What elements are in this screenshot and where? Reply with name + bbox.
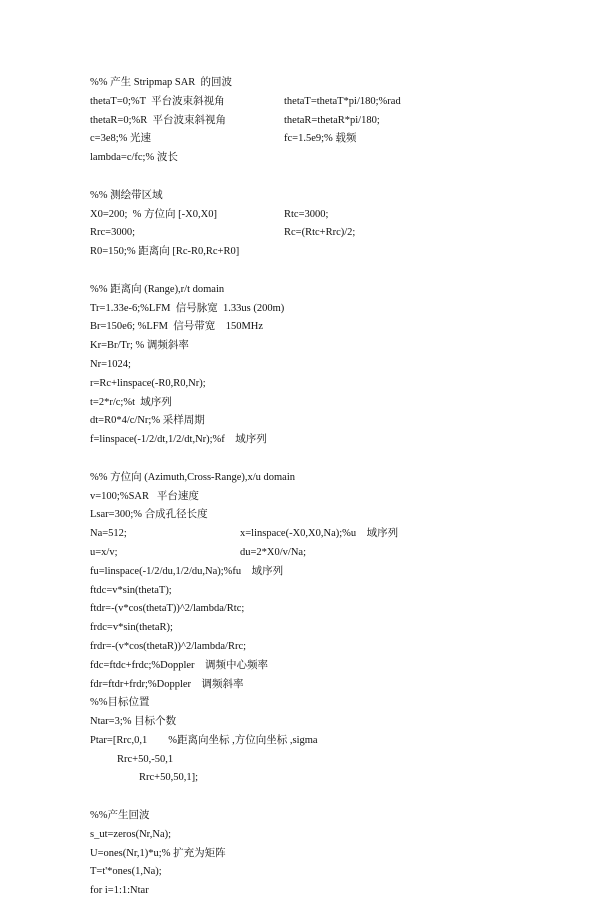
code-line [90, 469, 560, 488]
code-line [90, 732, 560, 751]
code-line [90, 676, 560, 695]
code-text: Br=150e6; %LFM 信号带宽 150MHz [90, 321, 264, 333]
code-line [90, 638, 560, 657]
code-line [90, 375, 560, 394]
comment-text: %% 测绘带区域 [90, 189, 163, 201]
code-text: Tr=1.33e-6;%LFM 信号脉宽 1.33us (200m) [90, 302, 285, 314]
code-text: t=2*r/c;%t 域序列 [90, 396, 172, 408]
code-line [90, 751, 560, 770]
code-line [90, 544, 560, 563]
code-text: Rrc=3000; [90, 227, 135, 239]
code-line [90, 826, 560, 845]
code-text: for i=1:1:Ntar [90, 885, 149, 897]
code-text: c=3e8;% 光速 [90, 133, 152, 145]
code-line [90, 488, 560, 507]
code-text: Rrc+50,-50,1 [117, 753, 174, 765]
code-document [90, 74, 560, 901]
code-text: lambda=c/fc;% 波长 [90, 152, 178, 164]
code-line [90, 525, 560, 544]
comment-text: %% 方位向 (Azimuth,Cross-Range),x/u domain [90, 471, 296, 483]
code-text: frdr=-(v*cos(thetaR))^2/lambda/Rrc; [90, 640, 247, 652]
code-text: v=100;%SAR 平台速度 [90, 490, 199, 502]
code-text: fc=1.5e9;% 载频 [284, 133, 357, 145]
code-text: thetaR=thetaR*pi/180; [284, 114, 380, 126]
code-line [90, 206, 560, 225]
code-text: fu=linspace(-1/2/du,1/2/du,Na);%fu 域序列 [90, 565, 284, 577]
code-line [90, 769, 560, 788]
code-text: Kr=Br/Tr; % 调频斜率 [90, 340, 189, 352]
code-line [90, 506, 560, 525]
code-text: Ntar=3;% 目标个数 [90, 716, 177, 728]
code-text: Rc=(Rtc+Rrc)/2; [284, 227, 356, 239]
code-text: thetaR=0;%R 平台波束斜视角 [90, 114, 226, 126]
code-line [90, 563, 560, 582]
code-line [90, 863, 560, 882]
code-line [90, 112, 560, 131]
code-text: thetaT=0;%T 平台波束斜视角 [90, 95, 225, 107]
code-line [90, 845, 560, 864]
code-line [90, 149, 560, 168]
code-line [90, 300, 560, 319]
code-text: du=2*X0/v/Na; [240, 546, 306, 558]
code-line [90, 281, 560, 300]
code-line [90, 187, 560, 206]
comment-text: %% 距离向 (Range),r/t domain [90, 283, 225, 295]
comment-text: %% 产生 Stripmap SAR 的回波 [90, 77, 233, 88]
code-line [90, 619, 560, 638]
code-line [90, 412, 560, 431]
code-text: ftdc=v*sin(thetaT); [90, 584, 172, 596]
code-line [90, 74, 560, 93]
code-line [90, 394, 560, 413]
code-text: r=Rc+linspace(-R0,R0,Nr); [90, 377, 206, 389]
code-text: fdc=ftdc+frdc;%Doppler 调频中心频率 [90, 659, 269, 671]
code-line [90, 224, 560, 243]
code-text: f=linspace(-1/2/dt,1/2/dt,Nr);%f 域序列 [90, 434, 267, 446]
code-text: Rrc+50,50,1]; [139, 772, 198, 784]
code-text: s_ut=zeros(Nr,Na); [90, 828, 172, 840]
code-line [90, 431, 560, 450]
comment-text: %%产生回波 [90, 810, 150, 822]
code-line [90, 582, 560, 601]
code-text: thetaT=thetaT*pi/180;%rad [284, 95, 401, 107]
code-text: dt=R0*4/c/Nr;% 采样周期 [90, 415, 205, 427]
code-text: Rtc=3000; [284, 208, 329, 220]
code-line [90, 356, 560, 375]
code-text: X0=200; % 方位向 [-X0,X0] [90, 208, 217, 220]
code-text: x=linspace(-X0,X0,Na);%u 域序列 [240, 528, 399, 540]
code-text: U=ones(Nr,1)*u;% 扩充为矩阵 [90, 847, 226, 859]
code-line [90, 882, 560, 901]
code-line [90, 807, 560, 826]
code-text: frdc=v*sin(thetaR); [90, 622, 173, 634]
code-line [90, 243, 560, 262]
code-line [90, 694, 560, 713]
code-text: fdr=ftdr+frdr;%Doppler 调频斜率 [90, 678, 244, 690]
code-line [90, 130, 560, 149]
code-text: Nr=1024; [90, 358, 131, 370]
code-line [90, 318, 560, 337]
code-text: R0=150;% 距离向 [Rc-R0,Rc+R0] [90, 246, 240, 258]
code-text: Na=512; [90, 528, 127, 540]
code-text: T=t'*ones(1,Na); [90, 866, 162, 878]
code-text: ftdr=-(v*cos(thetaT))^2/lambda/Rtc; [90, 603, 245, 615]
code-line [90, 713, 560, 732]
comment-text: %%目标位置 [90, 697, 150, 709]
code-text: Lsar=300;% 合成孔径长度 [90, 509, 208, 521]
code-text: Ptar=[Rrc,0,1 %距离向坐标 ,方位向坐标 ,sigma [90, 734, 318, 746]
code-line [90, 93, 560, 112]
code-line [90, 337, 560, 356]
code-text: u=x/v; [90, 546, 118, 558]
code-line [90, 657, 560, 676]
code-line [90, 600, 560, 619]
